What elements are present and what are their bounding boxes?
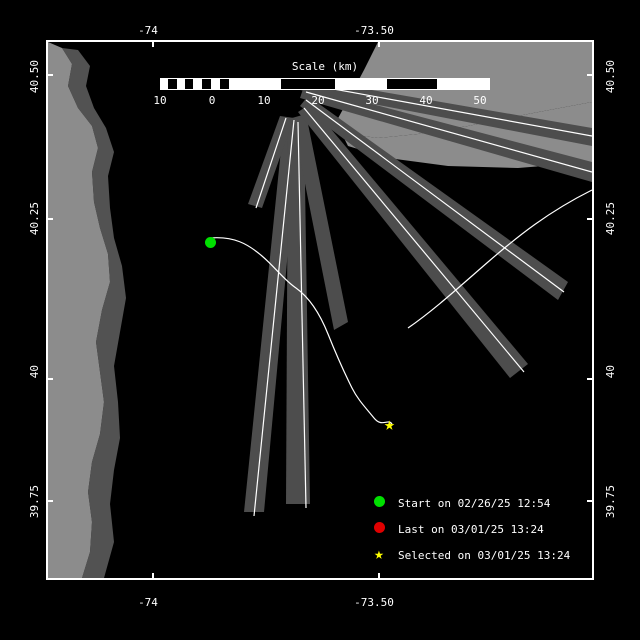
axis-tick [46,378,53,380]
x-axis-label-bottom-1: -74 [138,596,158,609]
axis-tick [152,573,154,580]
axis-tick [587,74,594,76]
y-axis-label-right-1: 40.50 [604,60,617,94]
start-marker[interactable] [205,233,216,252]
axis-tick [378,573,380,580]
scale-label-3: 10 [257,94,271,107]
red-dot-icon [366,522,392,536]
selected-marker[interactable] [384,416,395,434]
yellow-star-icon: ★ [374,544,384,563]
scale-label-4: 20 [311,94,325,107]
x-axis-label-top-1: -74 [138,24,158,37]
scale-segment [437,79,489,89]
scale-bar [160,78,490,90]
green-dot-icon [366,496,392,510]
y-axis-label-right-4: 39.75 [604,485,617,519]
scale-title: Scale (km) [291,60,359,73]
axis-tick [46,74,53,76]
axis-tick [46,218,53,220]
axis-tick [587,218,594,220]
x-axis-label-top-2: -73.50 [354,24,394,37]
map-plot-area[interactable] [46,40,594,580]
axis-tick [152,40,154,47]
legend-item-last [366,516,570,542]
legend-item-selected [366,542,570,568]
scale-segment [229,79,281,89]
scale-segment [161,79,168,89]
y-axis-label-left-2: 40.25 [28,202,41,236]
y-axis-label-right-3: 40 [604,365,617,379]
yellow-star-icon: ★ [384,414,395,435]
axis-tick [378,40,380,47]
scale-segment [177,79,185,89]
y-axis-label-left-1: 40.50 [28,60,41,94]
axis-tick [587,500,594,502]
legend-item-start [366,490,570,516]
legend [366,490,570,568]
scale-label-7: 50 [473,94,487,107]
scale-label-1: 10 [153,94,167,107]
x-axis-label-bottom-2: -73.50 [354,596,394,609]
legend-label-last: Last on 03/01/25 13:24 [398,522,544,536]
axis-tick [46,500,53,502]
scale-segment [335,79,387,89]
scale-segment [211,79,220,89]
legend-label-start: Start on 02/26/25 12:54 [398,496,551,510]
y-axis-label-left-4: 39.75 [28,485,41,519]
y-axis-label-left-3: 40 [28,365,41,379]
scale-segment [193,79,202,89]
scale-label-6: 40 [419,94,433,107]
y-axis-label-right-2: 40.25 [604,202,617,236]
axis-tick [587,378,594,380]
green-dot-icon [205,237,216,248]
legend-label-selected: Selected on 03/01/25 13:24 [398,548,571,562]
scale-label-2: 0 [208,94,216,107]
scale-label-5: 30 [365,94,379,107]
